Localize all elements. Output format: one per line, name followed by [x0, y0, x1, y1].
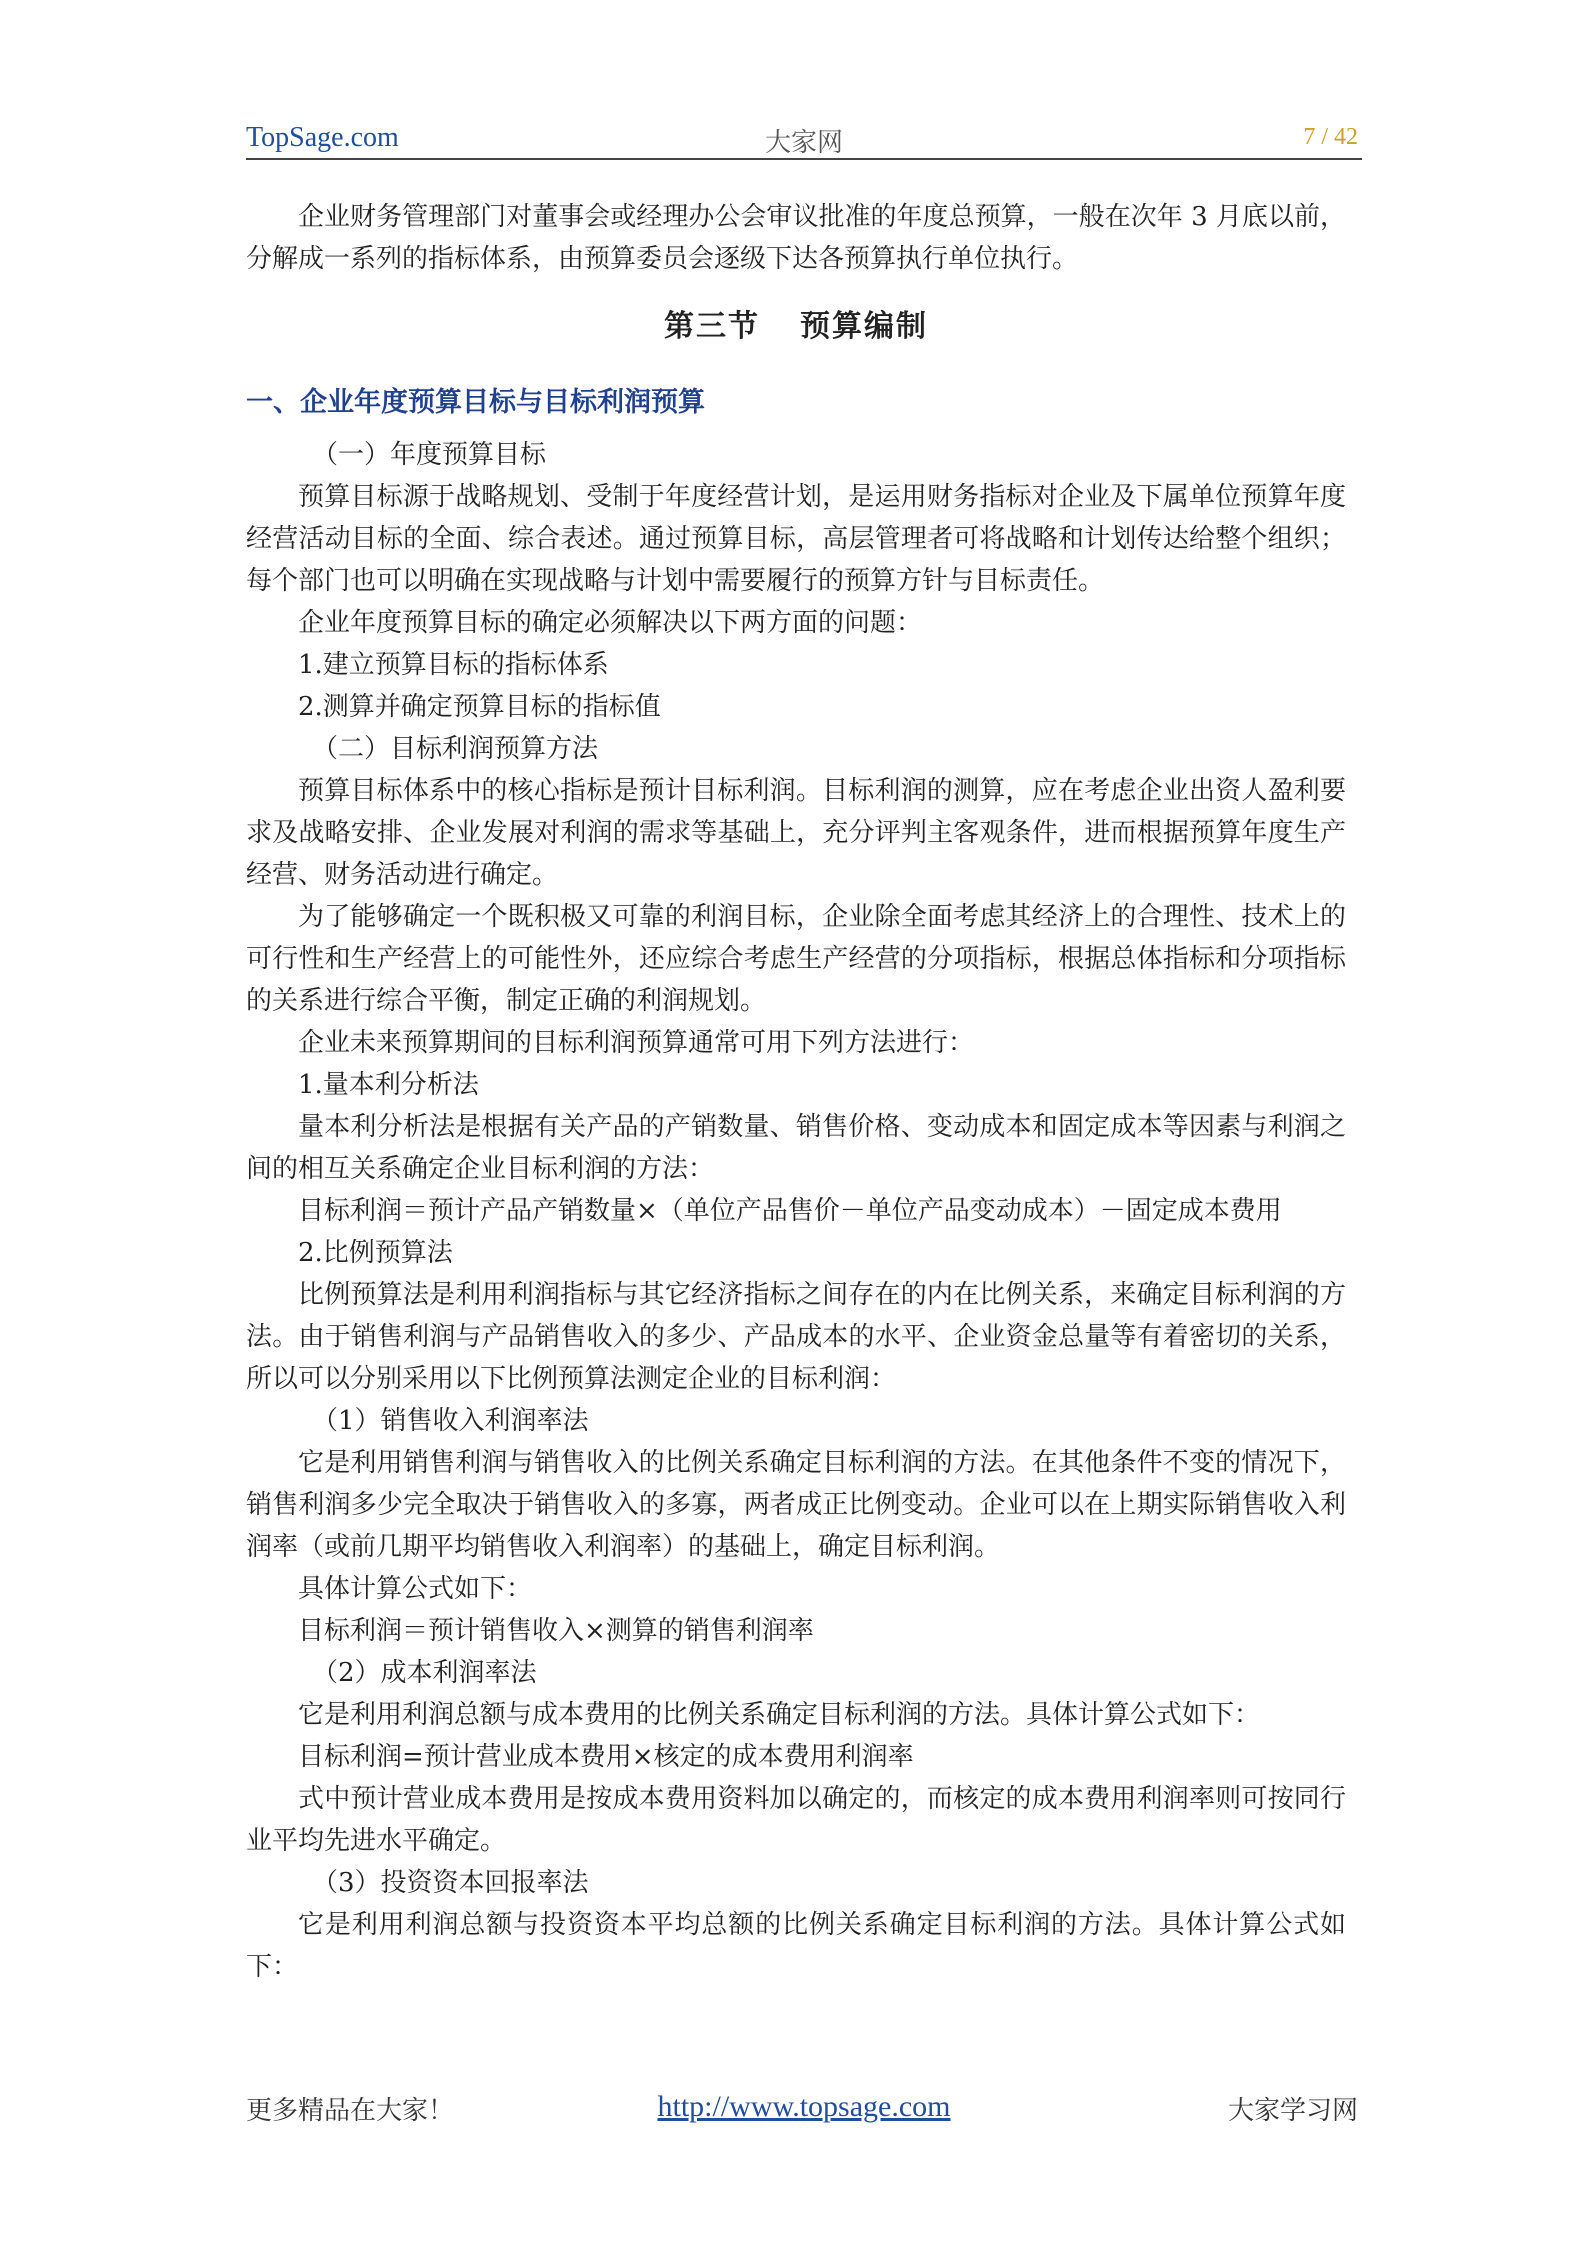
subheading-annual-target: （一）年度预算目标 [312, 440, 547, 470]
formula: 目标利润＝预计销售收入×测算的销售利润率 [298, 1616, 814, 1646]
list-item: 1.建立预算目标的指标体系 [298, 650, 609, 680]
paragraph: 预算目标源于战略规划、受制于年度经营计划，是运用财务指标对企业及下属单位预算年度经营活动目标的全面、综合表述。通过预算目标，高层管理者可将战略和计划传达给整个组织；每个部门也可以明确在实现战略与计划中需要履行的预算方针与目标责任。 [246, 482, 1346, 596]
formula: 目标利润=预计营业成本费用×核定的成本费用利润率 [298, 1742, 914, 1772]
sub-method-heading: （1）销售收入利润率法 [312, 1406, 589, 1436]
footer-link[interactable]: http://www.topsage.com [657, 2090, 951, 2123]
heading-1: 一、企业年度预算目标与目标利润预算 [246, 387, 705, 418]
method-heading: 2.比例预算法 [298, 1238, 453, 1268]
paragraph: 它是利用利润总额与投资资本平均总额的比例关系确定目标利润的方法。具体计算公式如下： [246, 1910, 1346, 1982]
page-number: 7 / 42 [1303, 124, 1358, 150]
method-heading: 1.量本利分析法 [298, 1070, 479, 1100]
list-item: 2.测算并确定预算目标的指标值 [298, 692, 661, 722]
site-link[interactable]: TopSage.com [246, 122, 399, 153]
sub-method-heading: （3）投资资本回报率法 [312, 1868, 589, 1898]
paragraph: 它是利用利润总额与成本费用的比例关系确定目标利润的方法。具体计算公式如下： [298, 1700, 1261, 1730]
paragraph: 企业未来预算期间的目标利润预算通常可用下列方法进行： [298, 1028, 975, 1058]
paragraph: 它是利用销售利润与销售收入的比例关系确定目标利润的方法。在其他条件不变的情况下，销售利润多少完全取决于销售收入的多寡，两者成正比例变动。企业可以在上期实际销售收入利润率（或前几期平均销售收入利润率）的基础上，确定目标利润。 [246, 1448, 1346, 1562]
section-title [246, 306, 1346, 348]
paragraph: 量本利分析法是根据有关产品的产销数量、销售价格、变动成本和固定成本等因素与利润之间的相互关系确定企业目标利润的方法： [246, 1112, 1346, 1184]
paragraph: 预算目标体系中的核心指标是预计目标利润。目标利润的测算，应在考虑企业出资人盈利要求及战略安排、企业发展对利润的需求等基础上，充分评判主客观条件，进而根据预算年度生产经营、财务活动进行确定。 [246, 776, 1346, 890]
document-body [246, 196, 1346, 1988]
page-footer [246, 2090, 1362, 2134]
paragraph: 式中预计营业成本费用是按成本费用资料加以确定的，而核定的成本费用利润率则可按同行业平均先进水平确定。 [246, 1784, 1346, 1856]
footer-slogan: 更多精品在大家！ [246, 2096, 455, 2126]
page-header [246, 118, 1362, 160]
header-site-name: 大家网 [764, 128, 843, 158]
paragraph: 企业年度预算目标的确定必须解决以下两方面的问题： [298, 608, 923, 638]
footer-brand: 大家学习网 [1227, 2096, 1358, 2126]
paragraph: 比例预算法是利用利润指标与其它经济指标之间存在的内在比例关系，来确定目标利润的方法。由于销售利润与产品销售收入的多少、产品成本的水平、企业资金总量等有着密切的关系，所以可以分别采用以下比例预算法测定企业的目标利润： [246, 1280, 1346, 1394]
paragraph: 为了能够确定一个既积极又可靠的利润目标，企业除全面考虑其经济上的合理性、技术上的可行性和生产经营上的可能性外，还应综合考虑生产经营的分项指标，根据总体指标和分项指标的关系进行综合平衡，制定正确的利润规划。 [246, 902, 1346, 1016]
section-number: 第三节 [664, 309, 760, 344]
subheading-profit-method: （二）目标利润预算方法 [312, 734, 599, 764]
section-name: 预算编制 [800, 309, 928, 344]
sub-method-heading: （2）成本利润率法 [312, 1658, 537, 1688]
paragraph: 具体计算公式如下： [298, 1574, 533, 1604]
intro-paragraph: 企业财务管理部门对董事会或经理办公会审议批准的年度总预算，一般在次年 3 月底以前，分解成一系列的指标体系，由预算委员会逐级下达各预算执行单位执行。 [246, 202, 1346, 274]
formula: 目标利润＝预计产品产销数量×（单位产品售价－单位产品变动成本）－固定成本费用 [298, 1196, 1282, 1226]
